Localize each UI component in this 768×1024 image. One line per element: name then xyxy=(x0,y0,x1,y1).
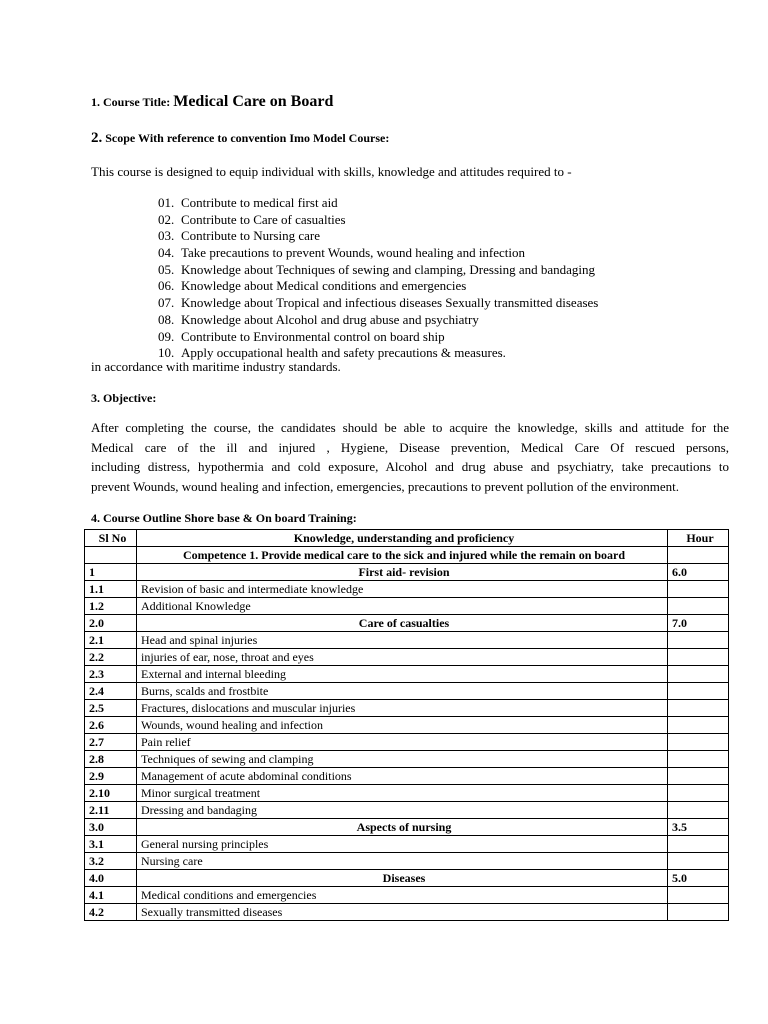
row-sl-no: 2.10 xyxy=(85,785,137,802)
row-hour xyxy=(668,768,729,785)
table-row xyxy=(85,853,729,870)
row-group-title: First aid- revision xyxy=(137,564,668,581)
table-row xyxy=(85,768,729,785)
table-group-row xyxy=(85,615,729,632)
row-hour xyxy=(668,598,729,615)
row-hour xyxy=(668,649,729,666)
row-topic: Fractures, dislocations and muscular injuries xyxy=(137,700,668,717)
scope-item xyxy=(158,329,598,346)
objective-line: Medical care of the ill and injured , Hygiene, Disease prevention, Medical Care Of rescued persons, xyxy=(91,439,729,455)
scope-list xyxy=(158,195,598,362)
row-sl-no: 1.1 xyxy=(85,581,137,598)
row-hour xyxy=(668,785,729,802)
row-topic: Burns, scalds and frostbite xyxy=(137,683,668,700)
row-sl-no: 2.6 xyxy=(85,717,137,734)
row-topic: Management of acute abdominal conditions xyxy=(137,768,668,785)
row-topic: Minor surgical treatment xyxy=(137,785,668,802)
row-topic: Sexually transmitted diseases xyxy=(137,904,668,921)
row-sl-no: 3.0 xyxy=(85,819,137,836)
table-row xyxy=(85,734,729,751)
scope-item-number: 06. xyxy=(158,278,175,294)
row-sl-no: 2.3 xyxy=(85,666,137,683)
row-topic: Wounds, wound healing and infection xyxy=(137,717,668,734)
row-topic: Techniques of sewing and clamping xyxy=(137,751,668,768)
row-hour xyxy=(668,836,729,853)
table-group-row xyxy=(85,564,729,581)
objective-line: including distress, hypothermia and cold exposure, Alcohol and drug abuse and psychiatry, take precautions to xyxy=(91,459,729,474)
competence-row xyxy=(85,547,729,564)
row-hour: 3.5 xyxy=(668,819,729,836)
scope-item-number: 10. xyxy=(158,345,175,361)
table-row xyxy=(85,887,729,904)
table-row xyxy=(85,802,729,819)
scope-item xyxy=(158,278,598,295)
scope-item-text: Knowledge about Techniques of sewing and clamping, Dressing and bandaging xyxy=(181,261,596,277)
scope-item-text: Knowledge about Tropical and infectious diseases Sexually transmitted diseases xyxy=(181,295,599,311)
scope-heading-text: Scope With reference to convention Imo Model Course: xyxy=(102,131,390,145)
scope-item-number: 05. xyxy=(158,261,175,277)
table-row xyxy=(85,751,729,768)
row-sl-no: 2.5 xyxy=(85,700,137,717)
scope-item-number: 04. xyxy=(158,245,175,261)
scope-item-text: Take precautions to prevent Wounds, wound healing and infection xyxy=(181,245,526,261)
row-topic: Medical conditions and emergencies xyxy=(137,887,668,904)
row-topic: injuries of ear, nose, throat and eyes xyxy=(137,649,668,666)
row-topic: Additional Knowledge xyxy=(137,598,668,615)
objective-line: After completing the course, the candidates should be able to acquire the knowledge, skills and attitude for the xyxy=(91,420,729,435)
row-sl-no: 2.8 xyxy=(85,751,137,768)
scope-item-text: Contribute to Environmental control on board ship xyxy=(181,328,445,344)
scope-item xyxy=(158,262,598,279)
row-sl-no: 2.9 xyxy=(85,768,137,785)
header-sl-no: Sl No xyxy=(85,530,137,547)
scope-item-number: 09. xyxy=(158,328,175,344)
row-sl-no: 4.0 xyxy=(85,870,137,887)
scope-item-number: 03. xyxy=(158,228,175,244)
table-row xyxy=(85,581,729,598)
header-knowledge: Knowledge, understanding and proficiency xyxy=(137,530,668,547)
intro-text: This course is designed to equip individual with skills, knowledge and attitudes required to - xyxy=(91,164,572,179)
table-group-row xyxy=(85,819,729,836)
course-title: Medical Care on Board xyxy=(173,93,334,110)
row-sl-no: 4.1 xyxy=(85,887,137,904)
row-hour xyxy=(668,666,729,683)
competence-hour-cell xyxy=(668,547,729,564)
row-topic: Revision of basic and intermediate knowledge xyxy=(137,581,668,598)
scope-heading-number: 2. xyxy=(91,130,103,146)
scope-item-number: 01. xyxy=(158,195,175,210)
row-hour xyxy=(668,632,729,649)
scope-item-text: Contribute to medical first aid xyxy=(181,195,338,210)
competence-sl-cell xyxy=(85,547,137,564)
row-hour xyxy=(668,904,729,921)
table-row xyxy=(85,836,729,853)
row-hour xyxy=(668,734,729,751)
row-hour xyxy=(668,853,729,870)
row-sl-no: 2.1 xyxy=(85,632,137,649)
accordance-text: in accordance with maritime industry standards. xyxy=(91,359,341,374)
competence-text: Competence 1. Provide medical care to the sick and injured while the remain on board xyxy=(137,547,668,564)
row-hour: 6.0 xyxy=(668,564,729,581)
row-hour xyxy=(668,717,729,734)
row-topic: External and internal bleeding xyxy=(137,666,668,683)
table-row xyxy=(85,700,729,717)
outline-heading: 4. Course Outline Shore base & On board Training: xyxy=(91,511,357,525)
row-hour xyxy=(668,700,729,717)
row-hour xyxy=(668,887,729,904)
table-row xyxy=(85,649,729,666)
scope-item-number: 08. xyxy=(158,311,175,327)
course-outline-table xyxy=(84,529,729,921)
scope-item-text: Knowledge about Alcohol and drug abuse and psychiatry xyxy=(181,311,479,327)
row-sl-no: 1 xyxy=(85,564,137,581)
row-sl-no: 3.1 xyxy=(85,836,137,853)
scope-item xyxy=(158,228,598,245)
objective-heading: 3. Objective: xyxy=(91,391,157,405)
row-sl-no: 2.11 xyxy=(85,802,137,819)
row-group-title: Diseases xyxy=(137,870,668,887)
table-header-row xyxy=(85,530,729,547)
table-row xyxy=(85,666,729,683)
objective-line: prevent Wounds, wound healing and infection, emergencies, precautions to prevent pollution of the environment. xyxy=(91,478,680,494)
scope-item-number: 07. xyxy=(158,295,175,311)
scope-heading xyxy=(91,130,389,147)
row-sl-no: 1.2 xyxy=(85,598,137,615)
scope-item xyxy=(158,195,598,212)
row-hour xyxy=(668,751,729,768)
scope-item-text: Apply occupational health and safety precautions & measures. xyxy=(181,345,506,361)
scope-item xyxy=(158,295,598,312)
course-title-line xyxy=(91,93,333,111)
row-hour xyxy=(668,581,729,598)
row-sl-no: 2.4 xyxy=(85,683,137,700)
course-title-prefix: 1. Course Title: xyxy=(91,95,174,109)
table-row xyxy=(85,785,729,802)
scope-item xyxy=(158,212,598,229)
row-sl-no: 2.2 xyxy=(85,649,137,666)
table-row xyxy=(85,904,729,921)
table-group-row xyxy=(85,870,729,887)
table-row xyxy=(85,717,729,734)
row-topic: General nursing principles xyxy=(137,836,668,853)
table-row xyxy=(85,683,729,700)
scope-item xyxy=(158,312,598,329)
scope-item-number: 02. xyxy=(158,211,175,227)
row-group-title: Aspects of nursing xyxy=(137,819,668,836)
row-sl-no: 2.7 xyxy=(85,734,137,751)
row-hour xyxy=(668,802,729,819)
row-topic: Pain relief xyxy=(137,734,668,751)
scope-item-text: Contribute to Nursing care xyxy=(181,228,320,244)
row-hour: 7.0 xyxy=(668,615,729,632)
row-topic: Nursing care xyxy=(137,853,668,870)
row-topic: Dressing and bandaging xyxy=(137,802,668,819)
row-hour xyxy=(668,683,729,700)
scope-item-text: Knowledge about Medical conditions and emergencies xyxy=(181,278,467,294)
table-row xyxy=(85,598,729,615)
row-sl-no: 4.2 xyxy=(85,904,137,921)
header-hour: Hour xyxy=(668,530,729,547)
row-sl-no: 2.0 xyxy=(85,615,137,632)
row-hour: 5.0 xyxy=(668,870,729,887)
objective-paragraph xyxy=(91,418,729,496)
row-sl-no: 3.2 xyxy=(85,853,137,870)
row-group-title: Care of casualties xyxy=(137,615,668,632)
table-row xyxy=(85,632,729,649)
scope-item-text: Contribute to Care of casualties xyxy=(181,211,346,227)
row-topic: Head and spinal injuries xyxy=(137,632,668,649)
scope-item xyxy=(158,245,598,262)
